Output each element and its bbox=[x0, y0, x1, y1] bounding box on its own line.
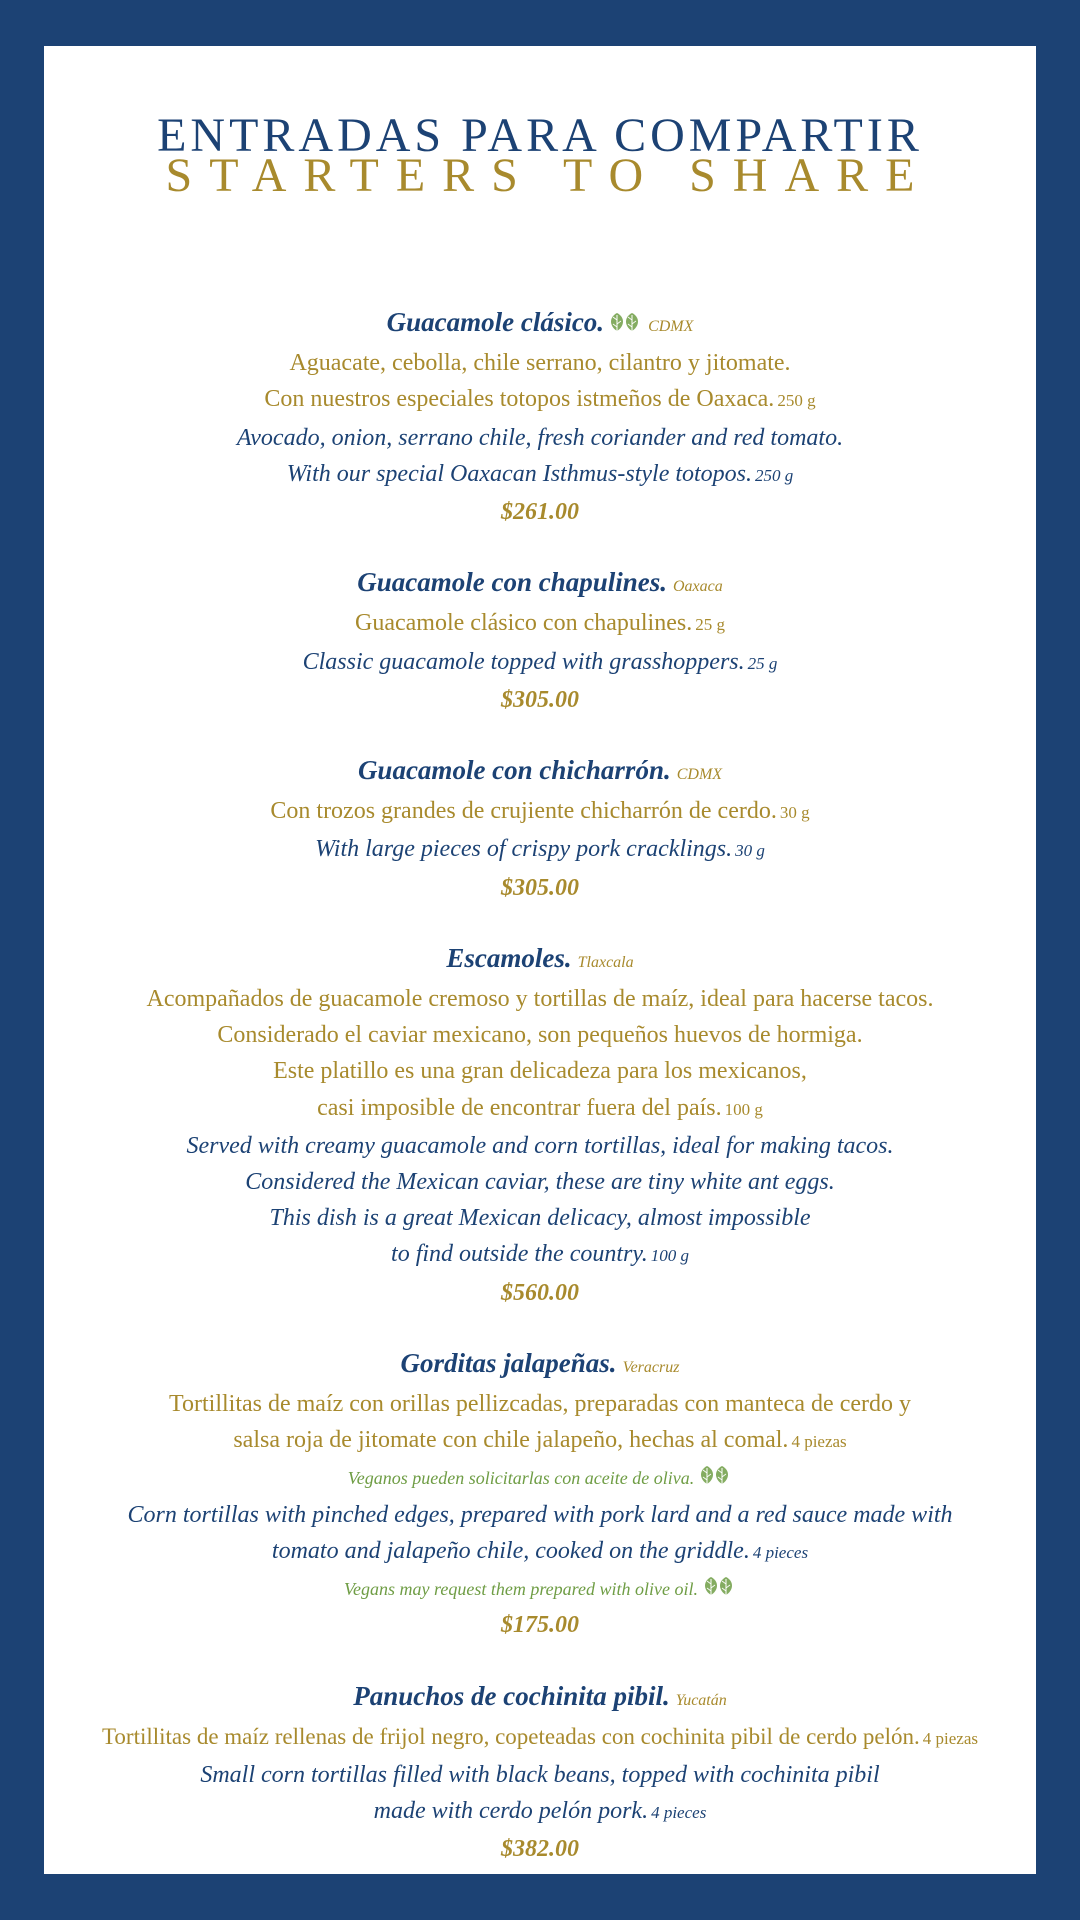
description-en: Classic guacamole topped with grasshoppers. 25 g bbox=[302, 648, 778, 675]
description-en: made with cerdo pelón pork. 4 pieces bbox=[373, 1798, 707, 1825]
dish-price: $175.00 bbox=[501, 1612, 579, 1639]
leaf-icon bbox=[702, 1575, 736, 1597]
dish-name: Guacamole con chicharrón. bbox=[357, 755, 671, 786]
description-en: This dish is a great Mexican delicacy, almost impossible bbox=[269, 1205, 811, 1232]
dish-name: Gorditas jalapeñas. bbox=[400, 1347, 617, 1378]
description-en: Avocado, onion, serrano chile, fresh coriander and red tomato. bbox=[236, 424, 844, 451]
dish-price: $261.00 bbox=[501, 499, 579, 526]
description-es: Guacamole clásico con chapulines. 25 g bbox=[355, 610, 725, 637]
portion-size: 25 g bbox=[747, 653, 778, 673]
menu-item-guacamole-chapulines bbox=[44, 564, 1036, 718]
title-spanish: ENTRADAS PARA COMPARTIR bbox=[157, 109, 923, 162]
description-es: Este platillo es una gran delicadeza para los mexicanos, bbox=[273, 1058, 807, 1085]
description-es: salsa roja de jitomate con chile jalapeño, hechas al comal. 4 piezas bbox=[233, 1427, 847, 1454]
portion-size: 250 g bbox=[755, 465, 794, 485]
menu-header bbox=[44, 109, 1036, 202]
portion-size: 250 g bbox=[777, 391, 816, 411]
dish-origin: Oaxaca bbox=[673, 578, 723, 596]
description-es: Con nuestros especiales totopos istmeños de Oaxaca. 250 g bbox=[264, 386, 816, 413]
dish-price: $305.00 bbox=[501, 686, 579, 713]
description-es: Aguacate, cebolla, chile serrano, cilantro y jitomate. bbox=[289, 350, 791, 377]
dish-name: Guacamole clásico. bbox=[386, 307, 605, 337]
description-en: Corn tortillas with pinched edges, prepared with pork lard and a red sauce made with bbox=[127, 1501, 953, 1528]
menu-item-escamoles bbox=[44, 940, 1036, 1311]
title-english: STARTERS TO SHARE bbox=[165, 149, 932, 202]
menu-item-panuchos bbox=[44, 1678, 1036, 1868]
portion-size: 4 piezas bbox=[922, 1728, 978, 1748]
dish-name: Guacamole con chapulines. bbox=[357, 567, 667, 598]
vegan-note-es: Veganos pueden solicitarlas con aceite de oliva. bbox=[44, 1460, 1036, 1496]
dish-name: Panuchos de cochinita pibil. bbox=[353, 1680, 670, 1711]
portion-size: 30 g bbox=[779, 803, 810, 823]
portion-size: 100 g bbox=[650, 1246, 689, 1266]
dish-origin: CDMX bbox=[648, 318, 694, 335]
description-en: Small corn tortillas filled with black beans, topped with cochinita pibil bbox=[200, 1761, 880, 1788]
description-en: With our special Oaxacan Isthmus-style totopos. 250 g bbox=[286, 460, 794, 487]
portion-size: 30 g bbox=[735, 841, 765, 861]
description-es: Considerado el caviar mexicano, son pequeños huevos de hormiga. bbox=[217, 1022, 863, 1049]
dish-price: $560.00 bbox=[501, 1279, 579, 1306]
description-en: With large pieces of crispy pork cracklings. 30 g bbox=[315, 836, 765, 863]
dish-name: Escamoles. bbox=[446, 942, 572, 973]
leaf-icon bbox=[698, 1464, 732, 1486]
description-es: Tortillitas de maíz con orillas pellizcadas, preparadas con manteca de cerdo y bbox=[169, 1391, 911, 1418]
description-es: Con trozos grandes de crujiente chicharrón de cerdo. 30 g bbox=[270, 798, 810, 825]
menu-item-guacamole-clasico bbox=[44, 304, 1036, 530]
dish-price: $305.00 bbox=[501, 874, 579, 901]
portion-size: 4 pieces bbox=[651, 1803, 707, 1823]
description-en: Served with creamy guacamole and corn tortillas, ideal for making tacos. bbox=[186, 1132, 894, 1159]
dish-origin: Yucatán bbox=[675, 1691, 727, 1709]
dish-price: $382.00 bbox=[501, 1836, 579, 1863]
menu-page bbox=[44, 46, 1036, 1874]
description-es: casi imposible de encontrar fuera del país. 100 g bbox=[317, 1094, 763, 1121]
portion-size: 4 pieces bbox=[752, 1542, 809, 1562]
portion-size: 25 g bbox=[695, 615, 725, 635]
dish-origin: Veracruz bbox=[622, 1358, 680, 1376]
leaf-icon bbox=[608, 311, 642, 333]
description-en: Considered the Mexican caviar, these are tiny white ant eggs. bbox=[245, 1169, 835, 1196]
description-es: Tortillitas de maíz rellenas de frijol negro, copeteadas con cochinita pibil de cerdo pelón. 4 piezas bbox=[101, 1723, 978, 1749]
dish-origin: CDMX bbox=[676, 766, 723, 784]
menu-list bbox=[44, 304, 1036, 1902]
vegan-note-en: Vegans may request them prepared with olive oil. bbox=[44, 1571, 1036, 1607]
menu-item-guacamole-chicharron bbox=[44, 752, 1036, 906]
description-en: to find outside the country. 100 g bbox=[391, 1241, 689, 1268]
menu-item-gorditas-jalapenas bbox=[44, 1345, 1036, 1644]
portion-size: 4 piezas bbox=[791, 1432, 847, 1452]
description-es: Acompañados de guacamole cremoso y tortillas de maíz, ideal para hacerse tacos. bbox=[146, 986, 934, 1013]
description-en: tomato and jalapeño chile, cooked on the griddle. 4 pieces bbox=[271, 1537, 809, 1564]
dish-origin: Tlaxcala bbox=[577, 953, 634, 971]
portion-size: 100 g bbox=[724, 1099, 763, 1119]
